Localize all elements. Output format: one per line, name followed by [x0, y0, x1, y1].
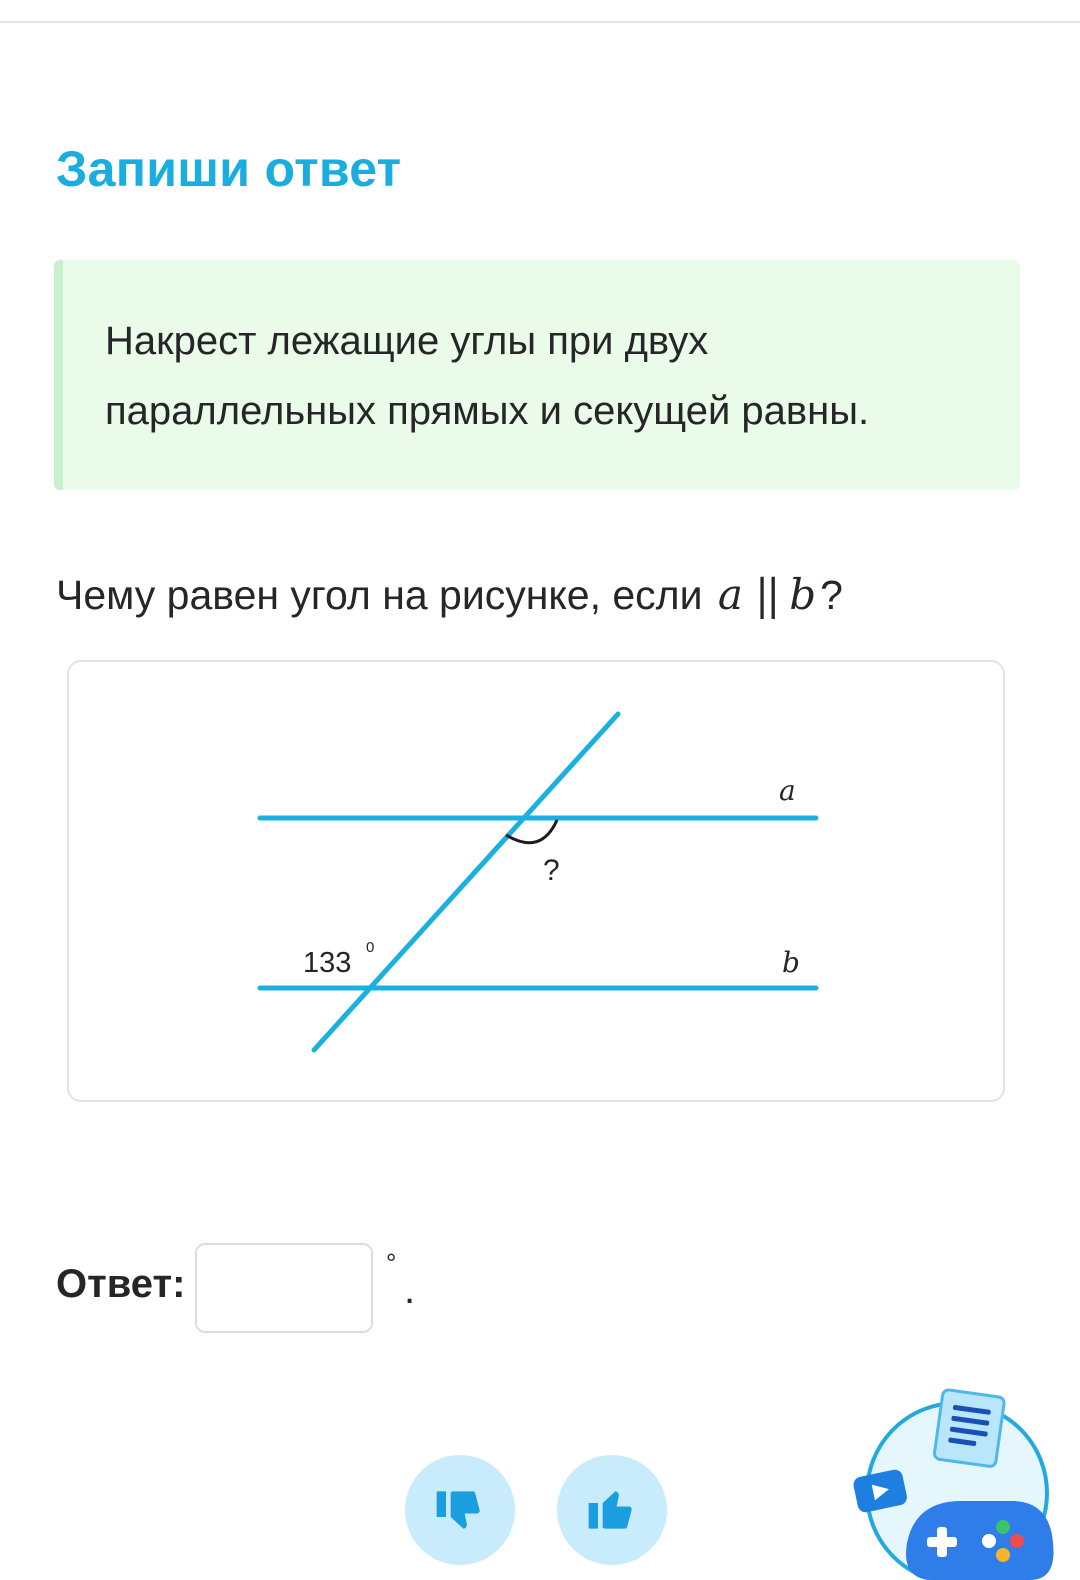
answer-period: . [404, 1268, 416, 1312]
question-label: Чему равен угол на рисунке, если [56, 572, 703, 618]
math-var-a: a [717, 570, 743, 619]
line-a-label: a [779, 774, 796, 807]
known-angle-label: 133 [303, 947, 352, 979]
math-var-b: b [789, 570, 817, 619]
rule-text: Накрест лежащие углы при двух параллельных прямых и секущей равны. [105, 319, 870, 433]
game-mascot-button[interactable] [845, 1385, 1080, 1580]
dislike-button[interactable] [405, 1455, 515, 1565]
answer-input[interactable] [195, 1243, 373, 1333]
task-title: Запиши ответ [56, 141, 402, 197]
top-divider [0, 21, 1080, 23]
line-b-label: b [782, 946, 800, 979]
rule-hint-box [54, 260, 1020, 490]
transversal-line [314, 714, 618, 1050]
answer-label: Ответ: [56, 1262, 186, 1306]
degree-sign: ° [386, 1248, 397, 1278]
thumbs-down-icon [432, 1482, 488, 1538]
geometry-figure [67, 660, 1005, 1102]
gamepad-mascot-icon [845, 1385, 1080, 1580]
known-angle-degree: 0 [366, 939, 375, 956]
like-button[interactable] [557, 1455, 667, 1565]
question-text [56, 570, 843, 619]
parallel-symbol: || [754, 570, 778, 619]
question-mark: ? [820, 572, 843, 618]
unknown-angle-label: ? [543, 854, 560, 887]
thumbs-up-icon [584, 1482, 640, 1538]
figure-svg [69, 662, 1007, 1104]
